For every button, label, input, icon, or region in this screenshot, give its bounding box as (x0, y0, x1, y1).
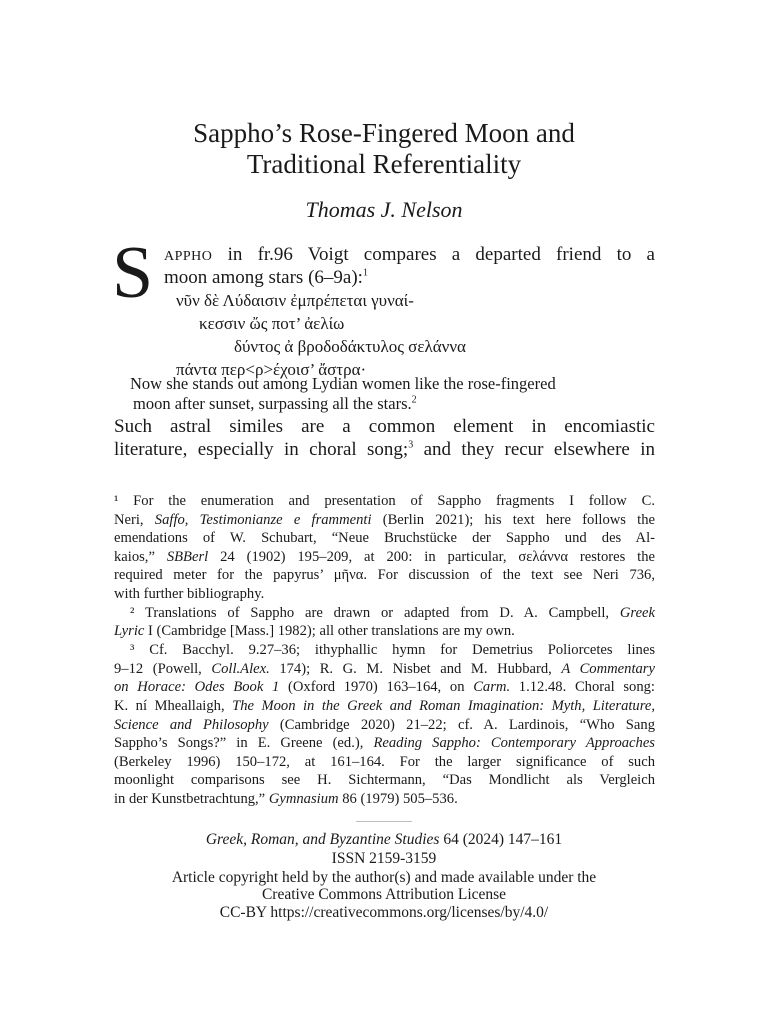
fn-text: Neri, (114, 512, 155, 528)
article-title (0, 118, 768, 180)
fn-text: 24 (1902) 195–209, at 200: in particular, σελάννα restores the (208, 549, 655, 565)
fn-italic: A Commentary (561, 661, 655, 677)
fn-italic: The Moon in the Greek and Roman Imagination: Myth, Literature, (232, 698, 655, 714)
fn-text: 1.12.48. Choral song: (510, 679, 655, 695)
footnote-2-line (130, 604, 655, 623)
fn-italic: Lyric (114, 623, 145, 639)
fn-text: (Cambridge 2020) 21–22; cf. A. Lardinois, “Who Sang (268, 717, 655, 733)
greek-verse-line: δύντος ἀ βροδοδάκτυλος σελάννα (234, 337, 466, 356)
footnote-1-line (114, 511, 655, 530)
fn-italic: on Horace: Odes Book 1 (114, 679, 280, 695)
footer-divider (356, 821, 412, 822)
footnote-ref-2[interactable]: 2 (411, 394, 417, 406)
footnote-1-line: ¹ For the enumeration and presentation of Sappho fragments I follow C. (114, 493, 655, 509)
fn-text: I (Cambridge [Mass.] 1982); all other translations are my own. (144, 623, 515, 639)
body-line-2 (114, 438, 655, 461)
fn-text: K. ní Mheallaigh, (114, 698, 233, 714)
footnote-ref-1[interactable]: 1 (362, 267, 368, 279)
translation-line-1: Now she stands out among Lydian women like the rose-fingered (130, 374, 556, 393)
footnote-3-line (114, 678, 655, 697)
fn-italic: Carm. (473, 679, 511, 695)
greek-verse-line: πάντα περ<ρ>έχοισ’ ἄστρα· (176, 360, 367, 379)
fn-text: 86 (1979) 505–536. (338, 791, 458, 807)
fn-italic: Science and Philosophy (114, 717, 269, 733)
footnote-3-line (114, 734, 655, 753)
footnote-3-line (114, 790, 655, 809)
fn-text: in der Kunstbetrachtung,” (114, 791, 269, 807)
translation-line-2 (133, 394, 417, 414)
footnote-1-line (114, 548, 655, 567)
fn-italic: Coll.Alex. (211, 661, 270, 677)
fn-text: (Oxford 1970) 163–164, on (279, 679, 474, 695)
footnote-3-line (114, 716, 655, 735)
fn-text: 174); R. G. M. Nisbet and M. Hubbard, (269, 661, 562, 677)
footnote-3-line (114, 660, 655, 679)
fn-text: ² Translations of Sappho are drawn or adapted from D. A. Campbell, (130, 605, 620, 621)
fn-text: kaios,” (114, 549, 167, 565)
footnote-ref-3[interactable]: 3 (408, 439, 414, 451)
intro-line-2 (164, 266, 368, 289)
fn-italic: Reading Sappho: Contemporary Approaches (373, 735, 655, 751)
journal-citation (0, 831, 768, 849)
fn-text: Sappho’s Songs?” in E. Greene (ed.), (114, 735, 374, 751)
footnote-3-line: (Berkeley 1996) 150–172, at 161–164. For the larger significance of such (114, 754, 655, 770)
body-line-1: Such astral similes are a common element in encomiastic (114, 416, 655, 437)
body-line-2-a: literature, especially in choral song; (114, 439, 409, 460)
copyright-line-1: Article copyright held by the author(s) and made available under the (171, 869, 597, 886)
journal-volume: 64 (2024) 147–161 (439, 831, 563, 848)
footnote-1-line: with further bibliography. (114, 586, 265, 602)
journal-name: Greek, Roman, and Byzantine Studies (205, 831, 440, 848)
fn-text: 9–12 (Powell, (114, 661, 212, 677)
intro-line-1 (164, 243, 655, 268)
footnote-3-line: moonlight comparisons see H. Sichtermann, “Das Mondlicht als Vergleich (114, 772, 655, 788)
intro-line-1-text: in fr.96 Voigt compares a departed friend to a (212, 244, 655, 265)
translation-line-2-text: moon after sunset, surpassing all the stars. (133, 394, 412, 413)
author-name: Thomas J. Nelson (305, 197, 463, 222)
body-line-2-b: and they recur elsewhere in (413, 439, 655, 460)
drop-cap: S (112, 232, 154, 314)
footnote-1-line: required meter for the papyrus’ μῆνα. For discussion of the text see Neri 736, (114, 567, 655, 583)
greek-verse-line: κεσσιν ὤς ποτ’ ἀελίω (199, 314, 345, 333)
footnote-3-line (114, 697, 655, 716)
title-line-2: Traditional Referentiality (246, 149, 522, 179)
license-link[interactable]: CC-BY https://creativecommons.org/licenses/by/4.0/ (219, 904, 549, 921)
copyright-line-2: Creative Commons Attribution License (261, 886, 507, 903)
issn: ISSN 2159-3159 (331, 850, 437, 867)
footnote-2-line (114, 622, 655, 641)
greek-verse-line: νῦν δὲ Λύδαισιν ἐμπρέπεται γυναί- (176, 291, 414, 310)
intro-line-2-text: moon among stars (6–9a): (164, 267, 363, 288)
title-line-1: Sappho’s Rose-Fingered Moon and (193, 118, 575, 148)
fn-italic: Saffo, Testimonianze e frammenti (154, 512, 372, 528)
fn-italic: SBBerl (166, 549, 209, 565)
fn-italic: Gymnasium (268, 791, 339, 807)
fn-text: (Berlin 2021); his text here follows the (371, 512, 656, 528)
fn-italic: Greek (619, 605, 655, 621)
footnote-1-line: emendations of W. Schubart, “Neue Bruchstücke der Sappho und des Al- (114, 530, 655, 546)
intro-smallcaps: APPHO (164, 249, 213, 264)
footnote-3-line: ³ Cf. Bacchyl. 9.27–36; ithyphallic hymn for Demetrius Poliorcetes lines (130, 642, 655, 658)
